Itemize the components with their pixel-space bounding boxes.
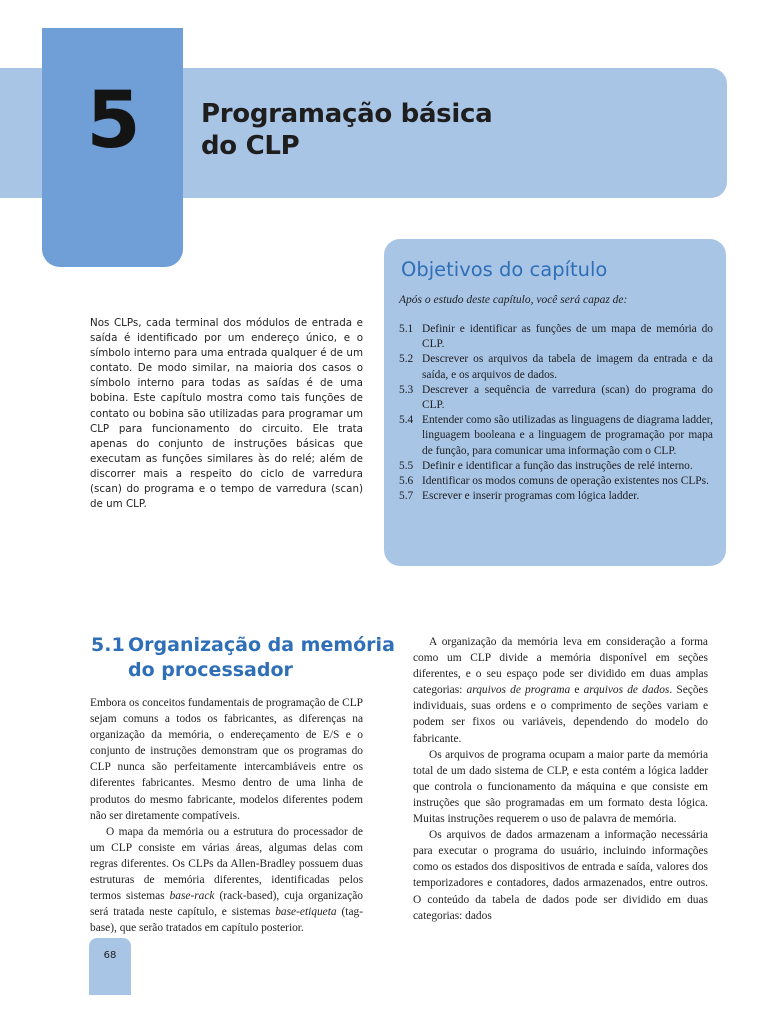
- objective-number: 5.2: [399, 353, 414, 366]
- body-paragraph: Os arquivos de dados armazenam a informação necessária para executar o programa do usuário, incluindo informações como os estados dos dispositivos de entrada e saída, valores dos temporizadores e contadores, dados armazenados, entre outros. O conteúdo da tabela de dados pode ser dividido em duas categorias: dados: [413, 829, 708, 922]
- objective-item: [399, 474, 713, 489]
- objective-text: Identificar os modos comuns de operação existentes nos CLPs.: [422, 475, 709, 488]
- objectives-title: Objetivos do capítulo: [401, 258, 608, 281]
- chapter-title-line2: do CLP: [201, 131, 300, 161]
- objective-number: 5.1: [399, 323, 414, 335]
- objective-number: 5.3: [399, 383, 414, 396]
- section-heading: [91, 633, 395, 683]
- chapter-title-line1: Programação básica: [201, 99, 493, 129]
- objective-item: [399, 413, 713, 459]
- body-paragraph: [90, 824, 363, 937]
- objective-item: [399, 489, 713, 504]
- page-number-tab: [89, 938, 131, 995]
- objective-text: Escrever e inserir programas com lógica ladder.: [422, 490, 640, 503]
- objective-item: [399, 459, 713, 474]
- text-run: (tag-base), que serão tratados em capítulo posterior.: [90, 906, 363, 935]
- emphasis-term: base-rack: [169, 890, 215, 903]
- chapter-title: [201, 98, 492, 162]
- right-column: [413, 634, 708, 924]
- objective-text: Entender como são utilizadas as linguagens de diagrama ladder, linguagem booleana e a linguagem de programação por mapa de função, para comunicar uma informação com o CLP.: [422, 414, 713, 457]
- objective-text: Definir e identificar a função das instruções de relé interno.: [422, 459, 693, 472]
- objective-item: [399, 352, 713, 382]
- objectives-list: [399, 322, 713, 504]
- emphasis-term: arquivos de programa: [466, 684, 571, 697]
- body-paragraph: Embora os conceitos fundamentais de programação de CLP sejam comuns a todos os fabricantes, as diferenças na organização da memória, o endereçamento de E/S e o conjunto de instruções demonstram que os programas do CLP nunca são perfeitamente intercambiáveis entre os diferentes fabricantes. Mesmo dentro de uma linha de produtos do mesmo fabricante, modelos diferentes podem não ser diretamente compatíveis.: [90, 697, 363, 822]
- objective-item: [399, 383, 713, 413]
- objectives-intro: Após o estudo deste capítulo, você será capaz de:: [399, 294, 628, 306]
- body-paragraph: Os arquivos de programa ocupam a maior parte da memória total de um dado sistema de CLP, e esta contém a lógica ladder que controla o funcionamento da máquina e que consiste em instruções que são programadas em um formato desta lógica. Muitas instruções requerem o uso de palavra de memória.: [413, 748, 708, 826]
- text-run: . Seções individuais, suas ordens e o comprimento de seções variam e podem ser fixos ou variáveis, dependendo do modelo do fabricante.: [413, 684, 709, 745]
- objective-item: [399, 322, 713, 352]
- section-title-line1: Organização da memória: [128, 634, 395, 656]
- objective-number: 5.6: [399, 475, 414, 488]
- objective-number: 5.5: [399, 459, 414, 472]
- emphasis-term: arquivos de dados: [583, 684, 670, 697]
- body-paragraph: [413, 634, 708, 747]
- text-run: A organização da memória leva em consideração a forma como um CLP divide a memória disponível em seções diferentes, e o seu espaço pode ser dividido em duas amplas categorias:: [413, 636, 708, 697]
- section-title-line2: do processador: [128, 659, 293, 681]
- chapter-intro-paragraph: Nos CLPs, cada terminal dos módulos de entrada e saída é identificado por um endereço único, e o símbolo interno para uma entrada qualquer é de um contato. De modo similar, na maioria dos casos o símbolo interno para todas as saídas é de uma bobina. Este capítulo mostra como tais funções de contato ou bobina são utilizadas para programar um CLP para funcionamento do circuito. Ele trata apenas do conjunto de instruções básicas que executam as funções similares às do relé; além de discorrer mais a respeito do ciclo de varredura (scan) do programa e o tempo de varredura (scan) de um CLP.: [90, 317, 363, 511]
- chapter-number: 5: [86, 76, 139, 166]
- objective-text: Descrever a sequência de varredura (scan) do programa do CLP.: [422, 383, 713, 412]
- text-run: (rack-based), cuja organização será tratada neste capítulo, e sistemas: [90, 890, 364, 919]
- objective-text: Definir e identificar as funções de um mapa de memória do CLP.: [422, 323, 713, 351]
- objective-number: 5.7: [399, 490, 414, 503]
- emphasis-term: base-etiqueta: [275, 906, 337, 919]
- text-run: e: [570, 684, 584, 697]
- section-number: 5.1: [91, 634, 125, 656]
- text-run: O mapa da memória ou a estrutura do processador de um CLP consiste em várias áreas, algumas delas com regras diferentes. Os CLPs da Allen-Bradley possuem duas estruturas de memória diferentes, identificadas pelos termos sistemas: [90, 825, 363, 903]
- objective-number: 5.4: [399, 414, 414, 427]
- objective-text: Descrever os arquivos da tabela de imagem da entrada e da saída, e os arquivos de dados.: [422, 353, 713, 381]
- left-column: [90, 695, 363, 936]
- page-number: 68: [103, 950, 117, 961]
